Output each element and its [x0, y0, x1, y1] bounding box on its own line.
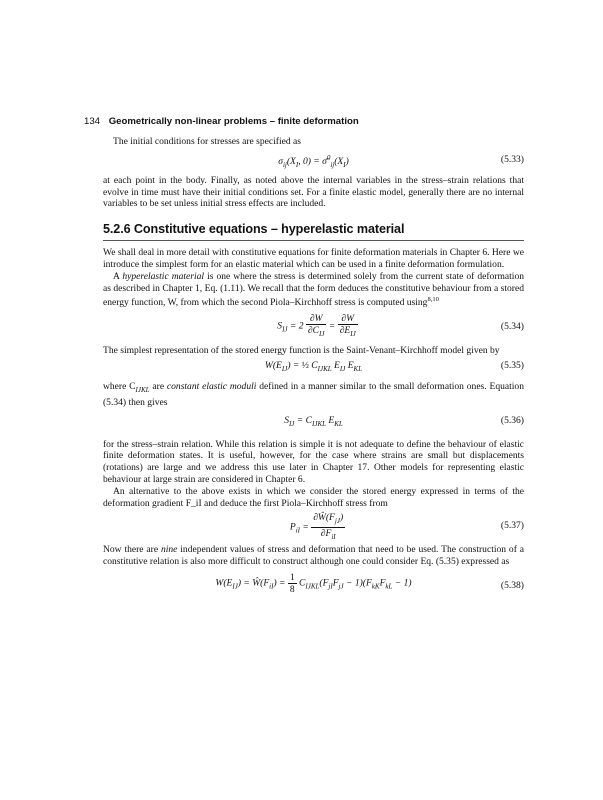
paragraph: The simplest representation of the stored energy function is the Saint-Venant–Kirchhoff model given by — [103, 345, 500, 357]
paragraph: for the stress–strain relation. While this relation is simple it is not adequate to define the behaviour of elastic finite deformation states. It is useful, however, for the case where strains are small but displacements (rotations) are large and we address this use later in Chapter 17. Other models for representing elastic behaviour at large strain are considered in Chapter 6. — [103, 438, 524, 486]
text-run: independent values of stress and deformation that need to be used. The construction of a constitutive relation is also more difficult to construct although one could consider Eq. (5.35) expressed as — [103, 544, 524, 568]
paragraph: The initial conditions for stresses are specified as — [113, 136, 301, 147]
running-title: Geometrically non-linear problems – finite deformation — [108, 116, 359, 127]
paragraph: An alternative to the above exists in which we consider the stored energy expressed in terms of the deformation gradient F_iI and deduce the first Piola–Kirchhoff stress from — [103, 485, 524, 509]
equation-5-34 — [103, 313, 524, 341]
equation-expression: $P_{iI}$ = $\frac{\partial Ŵ(F_{jJ})}{\partial F_{iI}}$ — [289, 512, 344, 542]
text-run: defined in a manner similar to the small deformation ones. Equation (5.34) then gives — [103, 381, 524, 408]
section-title: 5.2.6 Constitutive equations – hyperelastic material — [103, 222, 524, 241]
equation-number: (5.36) — [500, 414, 524, 426]
equation-5-37 — [103, 512, 524, 540]
equation-number: (5.34) — [500, 321, 524, 333]
text-run: is one where the stress is determined solely from the current state of deformation as described in Chapter 1, Eq. (1.11). We recall that the form deduces the constitutive behaviour from a stored energy function, W, from which the second Piola–Kirchhoff stress is computed using — [103, 270, 524, 309]
equation-expression: $\sigma_{ij}(X_I$, $0) = \sigmā^0_{ij}(X_I)$ — [278, 153, 349, 169]
emphasis: nine — [160, 544, 178, 556]
equation-expression: $S_{IJ} = C_{IJKL}$ $E_{KL}$ — [284, 414, 343, 428]
page-number: 134 — [84, 116, 101, 127]
reference-marker: 8,10 — [427, 296, 439, 304]
equation-5-33 — [103, 154, 524, 172]
equation-number: (5.37) — [500, 520, 524, 532]
text-run: are — [149, 381, 167, 393]
emphasis: constant elastic moduli — [166, 381, 257, 393]
equation-expression: $W(E_{IJ})$ = $Ŵ(F_{iI})$ = $\frac{1}{8}$ $C_{IJKL}(F_{jI}F_{jJ} - 1)(F_{kK}F_{kL} - 1)$ — [215, 572, 412, 596]
paragraph: at each point in the body. Finally, as noted above the internal variables in the stress–strain relations that evolve in time must have their initial conditions set. For a finite elastic model, generally there are no internal variables to be set unless initial stress effects are included. — [103, 174, 524, 210]
page-body — [103, 136, 524, 600]
paragraph — [103, 271, 524, 310]
equation-number: (5.35) — [500, 360, 524, 372]
equation-5-35 — [103, 360, 524, 378]
paragraph: We shall deal in more detail with constitutive equations for finite deformation materials in Chapter 6. Here we introduce the simplest form for an elastic material which can be used in a finite deformation formulation. — [103, 247, 524, 270]
text-run: A — [113, 270, 123, 282]
paragraph — [103, 544, 524, 568]
equation-5-36 — [103, 415, 524, 433]
page-header — [84, 116, 524, 127]
paragraph — [103, 381, 524, 409]
equation-number: (5.38) — [500, 580, 524, 592]
equation-number: (5.33) — [500, 153, 524, 165]
equation-expression: $S_{IJ} = 2$ $\frac{\partial W}{\partial C_{IJ}}$ = $\frac{\partial W}{\partial E_{IJ}}$ — [277, 313, 356, 339]
text-run: where C — [103, 381, 136, 393]
equation-5-38 — [103, 572, 524, 600]
equation-expression: $W(E_{IJ})$ = ½ $C_{IJKL}$ $E_{IJ}$ $E_{KL}$ — [264, 360, 363, 374]
text-run: Now there are — [103, 544, 161, 556]
subscript: IJKL — [135, 386, 150, 395]
emphasis: hyperelastic material — [122, 270, 205, 282]
